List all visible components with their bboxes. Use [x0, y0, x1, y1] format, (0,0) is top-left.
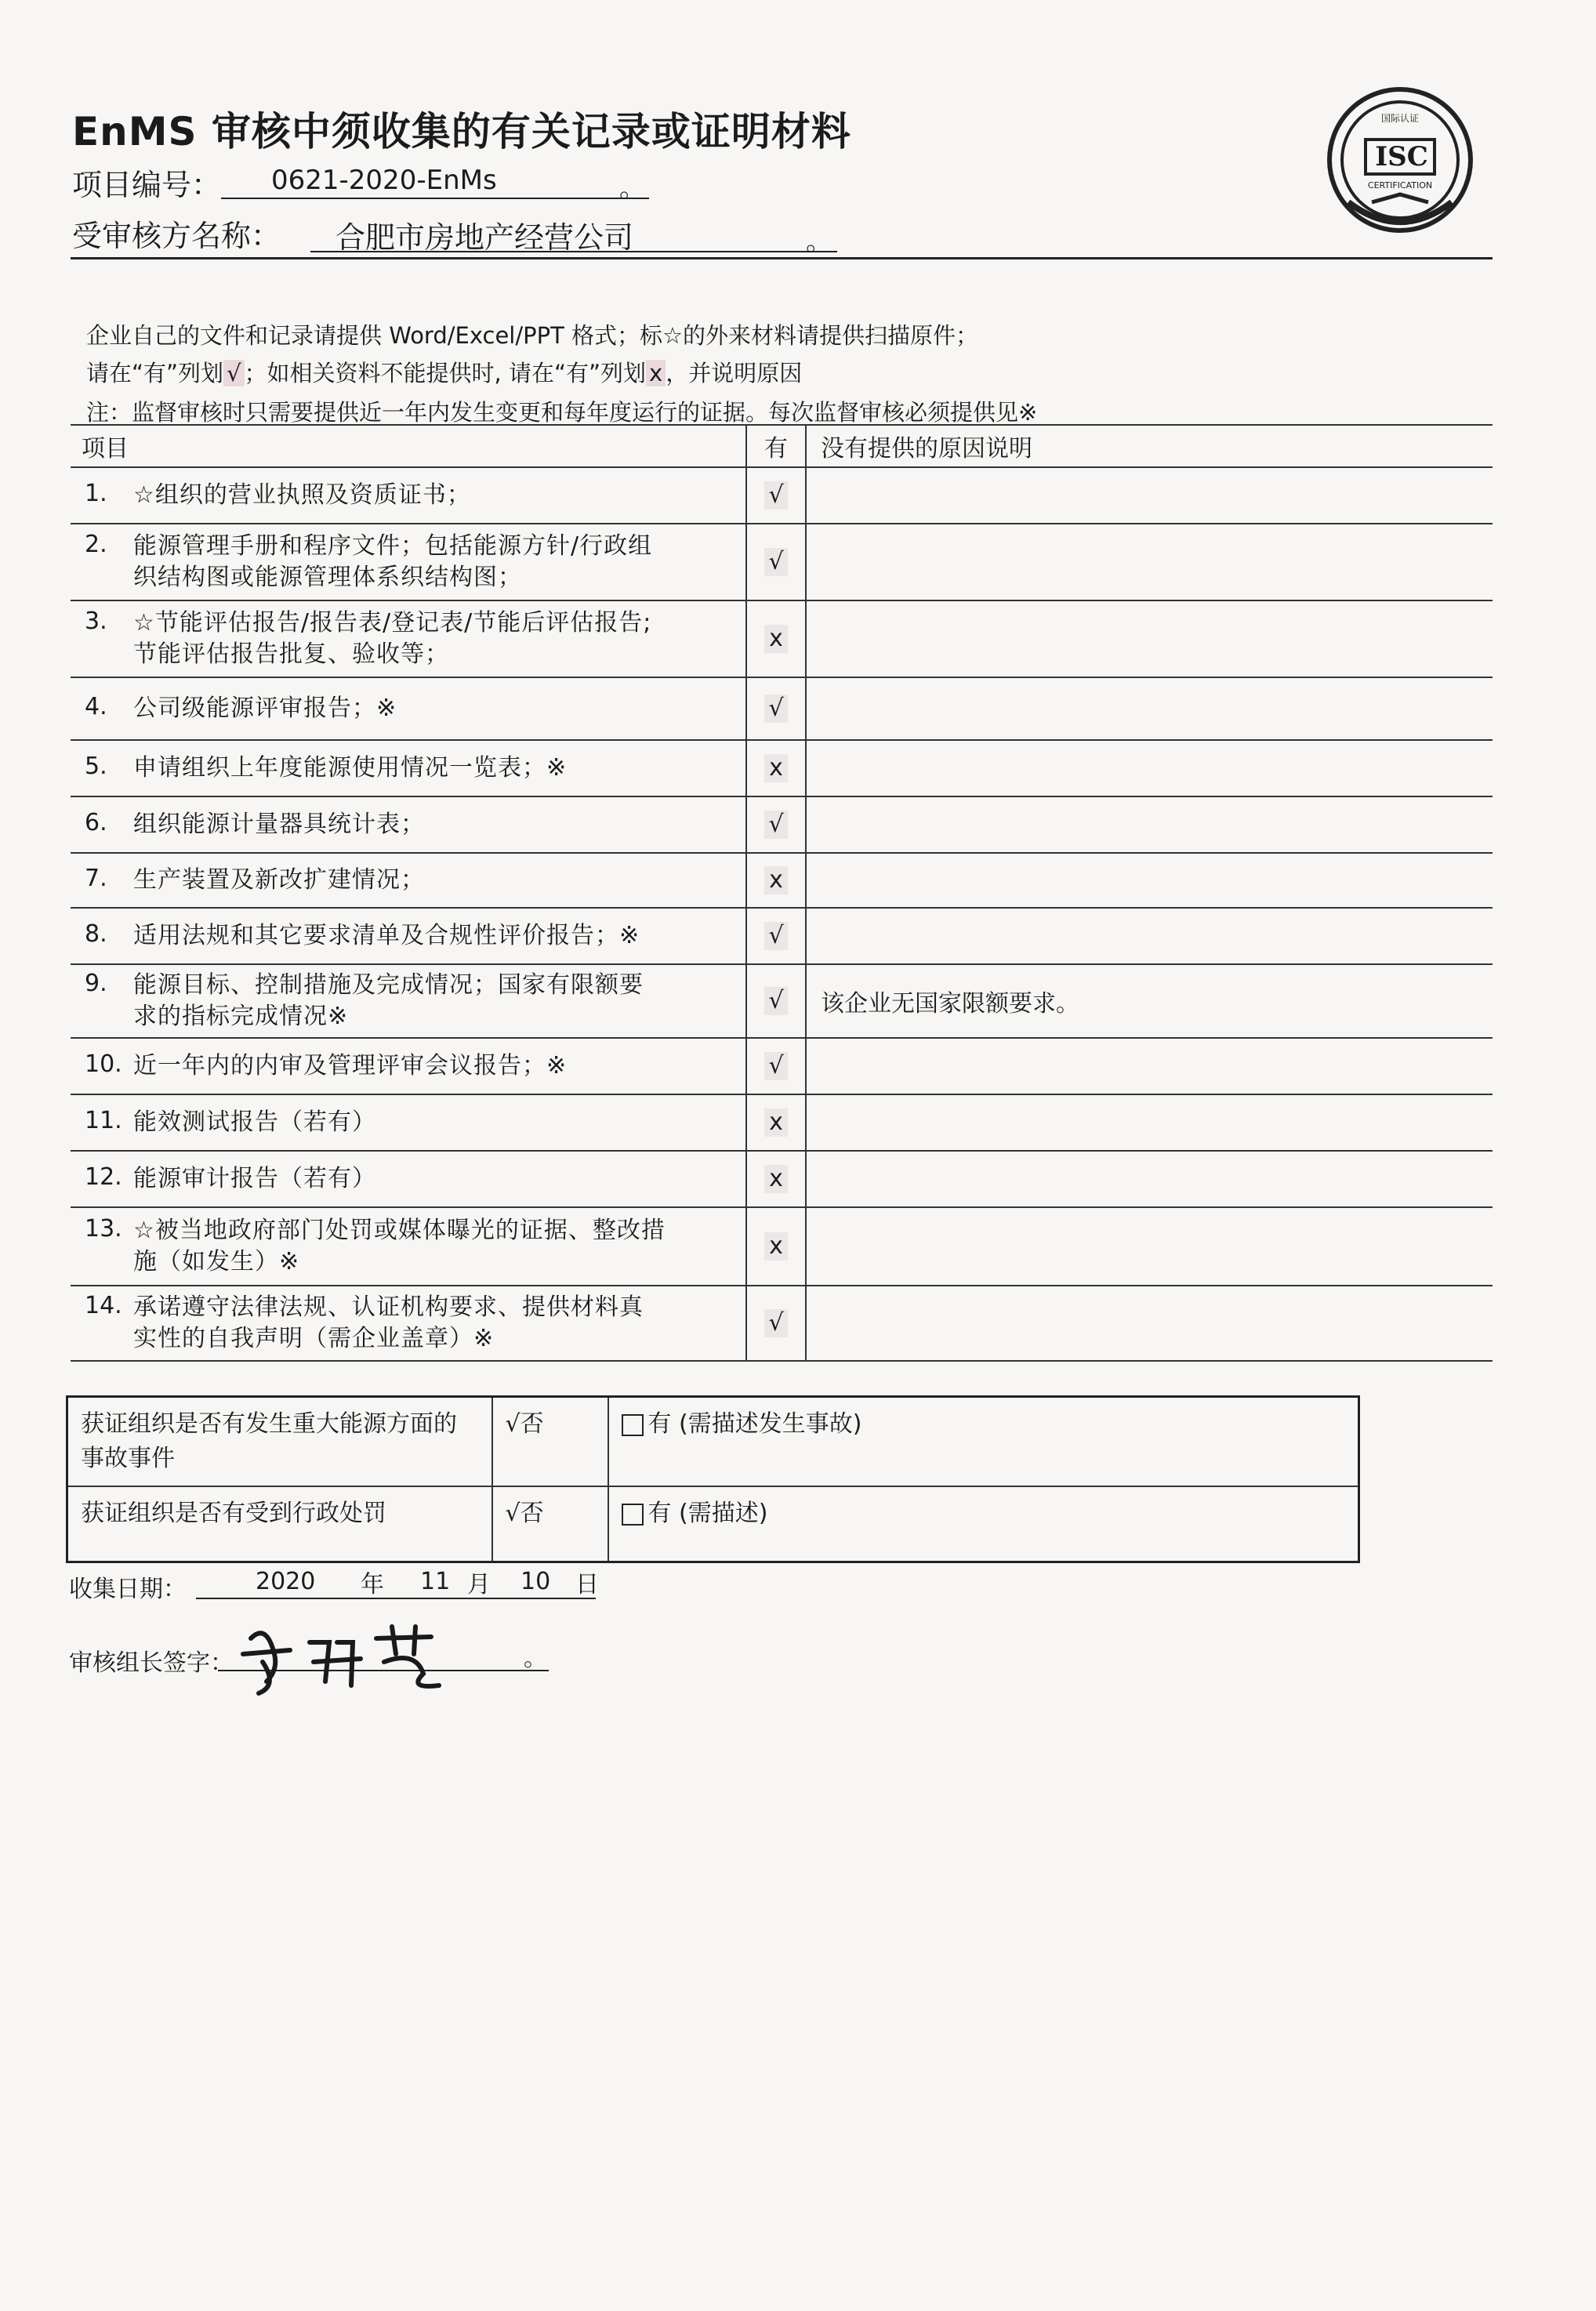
item-number: 4. — [85, 693, 107, 720]
item-cell — [71, 908, 746, 964]
item-text-cont: 织结构图或能源管理体系织结构图； — [133, 564, 522, 591]
item-text: 组织能源计量器具统计表； — [133, 811, 425, 838]
penalty-yes-label: 有 (需描述) — [647, 1500, 768, 1527]
penalty-row — [67, 1486, 1359, 1562]
project-number-label: 项目编号： — [72, 168, 222, 202]
check-mark: √ — [764, 1309, 788, 1337]
mark-cell — [746, 524, 806, 600]
check-mark: √ — [764, 481, 788, 510]
item-number: 6. — [85, 809, 107, 836]
signature-end: 。 — [524, 1645, 547, 1672]
mark-cell — [746, 600, 806, 677]
cross-mark: x — [764, 754, 788, 782]
cross-mark: x — [764, 1108, 788, 1137]
item-text-cont: 施（如发生）※ — [133, 1248, 300, 1275]
checkbox-icon — [622, 1504, 644, 1526]
auditee-label: 受审核方名称： — [72, 219, 281, 253]
date-year: 2020 — [256, 1568, 316, 1595]
logo-ring-top: 国际认证 — [1380, 113, 1419, 124]
note-line-2a: 请在“有”列划 — [86, 360, 224, 386]
item-text-cont: 求的指标完成情况※ — [133, 1003, 349, 1030]
item-text: 能源管理手册和程序文件；包括能源方针/行政组 — [133, 532, 653, 560]
table-row — [71, 600, 1493, 677]
mark-cell — [746, 964, 806, 1038]
incident-box — [66, 1395, 1360, 1563]
reason-cell — [806, 1286, 1493, 1361]
item-cell — [71, 796, 746, 853]
mark-cell — [746, 677, 806, 740]
auditee-value: 合肥市房地产经营公司 — [336, 220, 634, 255]
mark-cell — [746, 740, 806, 796]
table-row — [71, 1151, 1493, 1207]
item-text: 能源审计报告（若有） — [133, 1165, 376, 1192]
reason-cell — [806, 467, 1493, 524]
project-number-value: 0621-2020-EnMs — [271, 165, 497, 196]
table-row — [71, 1094, 1493, 1151]
item-cell — [71, 1151, 746, 1207]
auditee-end: 。 — [806, 226, 832, 257]
cross-mark-sample: x — [646, 360, 666, 386]
signature-handwriting — [235, 1607, 455, 1701]
reason-cell — [806, 796, 1493, 853]
table-row — [71, 796, 1493, 853]
item-cell — [71, 600, 746, 677]
logo-text: ISC — [1375, 141, 1428, 172]
header-item: 项目 — [71, 425, 746, 467]
reason-cell — [806, 740, 1493, 796]
table-row — [71, 853, 1493, 908]
incident-yes — [608, 1397, 1359, 1487]
item-cell — [71, 524, 746, 600]
note-line-3: 注：监督审核时只需要提供近一年内发生变更和每年度运行的证据。每次监督审核必须提供见※ — [86, 399, 1038, 426]
mark-cell — [746, 467, 806, 524]
item-number: 14. — [85, 1292, 122, 1319]
item-text: ☆被当地政府部门处罚或媒体曝光的证据、整改措 — [133, 1217, 666, 1244]
item-cell — [71, 740, 746, 796]
check-mark: √ — [764, 922, 788, 950]
cross-mark: x — [764, 866, 788, 894]
item-cell — [71, 1207, 746, 1286]
incident-row — [67, 1397, 1359, 1487]
table-row — [71, 908, 1493, 964]
date-month-unit: 月 — [467, 1571, 491, 1598]
item-cell — [71, 677, 746, 740]
item-number: 7. — [85, 865, 107, 892]
item-cell — [71, 1286, 746, 1361]
header-rule — [71, 257, 1493, 259]
reason-cell: 该企业无国家限额要求。 — [806, 964, 1493, 1038]
logo-ring-bottom: CERTIFICATION — [1367, 180, 1433, 190]
project-number-end: 。 — [619, 172, 646, 204]
mark-cell — [746, 1038, 806, 1094]
check-mark: √ — [764, 1052, 788, 1080]
item-number: 12. — [85, 1163, 122, 1191]
item-text: 申请组织上年度能源使用情况一览表；※ — [133, 754, 568, 782]
penalty-yes — [608, 1486, 1359, 1562]
cross-mark: x — [764, 625, 788, 653]
penalty-question: 获证组织是否有受到行政处罚 — [67, 1486, 492, 1562]
item-text: 公司级能源评审报告；※ — [133, 695, 397, 722]
item-text: 承诺遵守法律法规、认证机构要求、提供材料真 — [133, 1293, 644, 1321]
item-number: 3. — [85, 608, 107, 635]
table-row — [71, 1207, 1493, 1286]
reason-cell — [806, 1038, 1493, 1094]
item-text: 适用法规和其它要求清单及合规性评价报告；※ — [133, 922, 640, 949]
item-number: 13. — [85, 1215, 122, 1243]
table-row — [71, 467, 1493, 524]
reason-cell — [806, 524, 1493, 600]
item-cell — [71, 853, 746, 908]
check-mark: √ — [764, 811, 788, 839]
mark-cell — [746, 1094, 806, 1151]
check-mark: √ — [764, 695, 788, 723]
mark-cell — [746, 1207, 806, 1286]
item-text: 能效测试报告（若有） — [133, 1108, 376, 1136]
incident-no: √否 — [492, 1397, 608, 1487]
reason-cell — [806, 1151, 1493, 1207]
penalty-no: √否 — [492, 1486, 608, 1562]
item-cell — [71, 1038, 746, 1094]
mark-cell — [746, 908, 806, 964]
item-number: 1. — [85, 480, 107, 507]
item-number: 5. — [85, 753, 107, 780]
item-number: 2. — [85, 531, 107, 558]
item-cell — [71, 467, 746, 524]
date-day-unit: 日 — [575, 1571, 599, 1598]
check-mark: √ — [764, 548, 788, 576]
item-text: 近一年内的内审及管理评审会议报告；※ — [133, 1052, 568, 1079]
item-text-cont: 节能评估报告批复、验收等； — [133, 640, 449, 668]
mark-cell — [746, 1286, 806, 1361]
item-text-cont: 实性的自我声明（需企业盖章）※ — [133, 1325, 495, 1352]
item-number: 9. — [85, 970, 107, 997]
check-mark-sample: √ — [223, 360, 244, 386]
reason-cell — [806, 908, 1493, 964]
table-row — [71, 524, 1493, 600]
signature-label: 审核组长签字： — [69, 1649, 234, 1677]
note-line-2e: ，并说明原因 — [666, 360, 803, 386]
mark-cell — [746, 796, 806, 853]
date-month: 11 — [420, 1568, 451, 1595]
item-cell — [71, 964, 746, 1038]
date-label: 收集日期： — [69, 1576, 187, 1603]
mark-cell — [746, 1151, 806, 1207]
reason-cell — [806, 853, 1493, 908]
item-text: ☆组织的营业执照及资质证书； — [133, 481, 471, 509]
item-text: 生产装置及新改扩建情况； — [133, 866, 425, 894]
mark-cell — [746, 853, 806, 908]
item-number: 8. — [85, 920, 107, 948]
cross-mark: x — [764, 1232, 788, 1261]
note-line-1: 企业自己的文件和记录请提供 Word/Excel/PPT 格式；标☆的外来材料请提供扫描原件； — [86, 322, 979, 349]
incident-question: 获证组织是否有发生重大能源方面的事故事件 — [67, 1397, 492, 1487]
table-row — [71, 964, 1493, 1038]
table-row — [71, 677, 1493, 740]
records-table — [71, 424, 1493, 1362]
note-line-2 — [86, 356, 802, 388]
table-header-row — [71, 425, 1493, 467]
checkbox-icon — [622, 1414, 644, 1436]
reason-cell — [806, 1094, 1493, 1151]
reason-cell — [806, 677, 1493, 740]
note-line-2c: ；如相关资料不能提供时, 请在“有”列划 — [244, 360, 647, 386]
item-number: 11. — [85, 1107, 122, 1134]
item-text: 能源目标、控制措施及完成情况；国家有限额要 — [133, 971, 644, 999]
reason-cell — [806, 600, 1493, 677]
item-cell — [71, 1094, 746, 1151]
table-row — [71, 1286, 1493, 1361]
isc-logo — [1325, 85, 1475, 235]
cross-mark: x — [764, 1165, 788, 1193]
item-text: ☆节能评估报告/报告表/登记表/节能后评估报告; — [133, 609, 652, 637]
check-mark: √ — [764, 987, 788, 1015]
incident-yes-label: 有 (需描述发生事故) — [647, 1410, 862, 1438]
table-row — [71, 1038, 1493, 1094]
page-title: EnMS 审核中须收集的有关记录或证明材料 — [72, 109, 851, 154]
reason-cell — [806, 1207, 1493, 1286]
date-year-unit: 年 — [361, 1571, 384, 1598]
header-has: 有 — [746, 425, 806, 467]
date-day: 10 — [521, 1568, 551, 1595]
header-reason: 没有提供的原因说明 — [806, 425, 1493, 467]
item-number: 10. — [85, 1050, 122, 1078]
table-row — [71, 740, 1493, 796]
